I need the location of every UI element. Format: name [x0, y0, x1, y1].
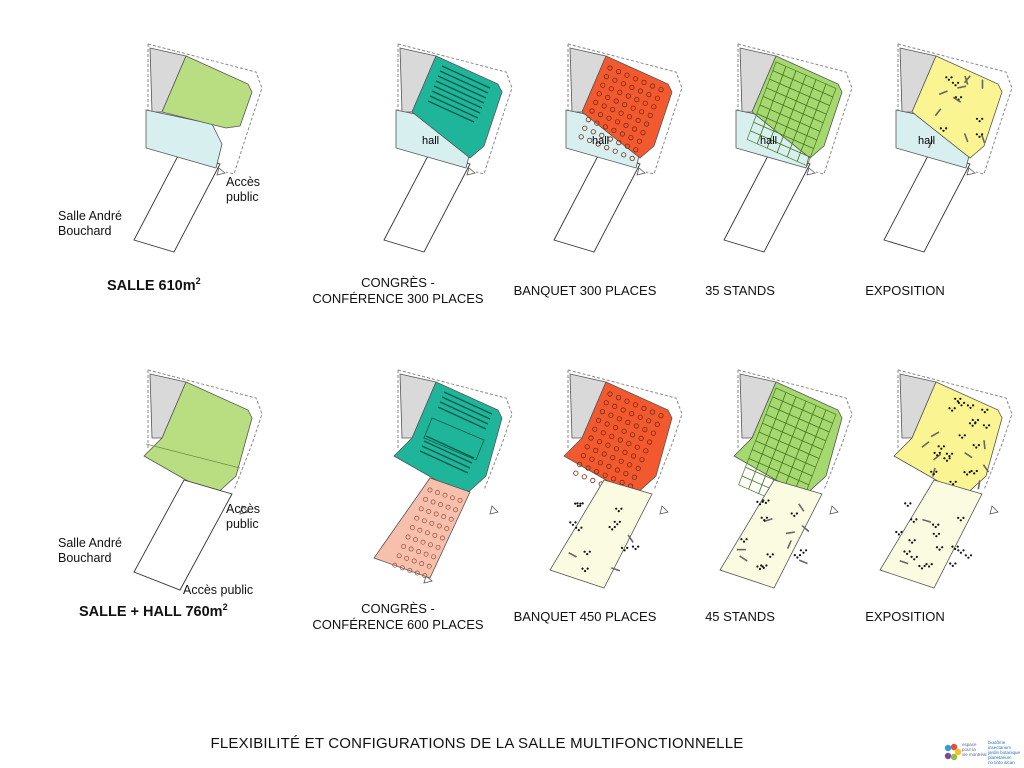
hall-label: hall	[422, 135, 440, 147]
exhibit-dot	[972, 425, 974, 427]
exhibit-dot	[948, 455, 950, 457]
plan-exposition-1	[884, 44, 1012, 252]
exhibit-dot	[908, 539, 910, 541]
exhibit-dot	[618, 510, 620, 512]
exhibit-dot	[942, 130, 944, 132]
exhibit-dot	[918, 565, 920, 567]
exhibit-dot	[957, 549, 959, 551]
exhibit-dot	[955, 481, 957, 483]
exhibit-dot	[936, 546, 938, 548]
exhibit-dot	[985, 427, 987, 429]
exhibit-dot	[913, 521, 915, 523]
table-mark	[591, 478, 595, 482]
exhibit-dot	[579, 503, 581, 505]
stand-cell	[749, 480, 762, 493]
exhibit-dot	[589, 551, 591, 553]
exhibit-dot	[940, 448, 942, 450]
exhibit-dot	[898, 533, 900, 535]
exhibit-dot	[579, 505, 581, 507]
exhibit-dot	[794, 554, 796, 556]
exhibit-dot	[895, 531, 897, 533]
exhibit-dot	[909, 550, 911, 552]
exhibit-dot	[979, 120, 981, 122]
exhibit-dot	[981, 133, 983, 135]
salle-hall-760-title: SALLE + HALL $760m^2$	[79, 602, 228, 620]
exhibit-dot	[759, 503, 761, 505]
exhibit-dot	[967, 404, 969, 406]
caption-stands-35: 35 STANDS	[705, 283, 775, 298]
exhibit-dot	[951, 453, 953, 455]
exhibit-dot	[921, 567, 923, 569]
exhibit-dot	[746, 538, 748, 540]
exhibit-dot	[574, 521, 576, 523]
exhibit-dot	[578, 529, 580, 531]
exhibit-dot	[978, 136, 980, 138]
exhibit-dot	[572, 524, 574, 526]
exhibit-dot	[981, 118, 983, 120]
exhibit-dot	[805, 549, 807, 551]
exhibit-dot	[977, 419, 979, 421]
exhibit-dot	[981, 409, 983, 411]
table-mark	[582, 475, 586, 479]
exhibit-dot	[766, 517, 768, 519]
exhibit-dot	[969, 422, 971, 424]
exhibit-dot	[978, 444, 980, 446]
exhibit-dot	[963, 402, 965, 404]
exhibit-dot	[931, 563, 933, 565]
exhibit-dot	[915, 518, 917, 520]
page-title: FLEXIBILITÉ ET CONFIGURATIONS DE LA SALLE MULTIFONCTIONNELLE	[210, 735, 744, 752]
exhibit-dot	[796, 556, 798, 558]
caption-banquet-300: BANQUET 300 PLACES	[513, 283, 657, 298]
exhibit-dot	[903, 550, 905, 552]
exhibit-dot	[632, 546, 634, 548]
exhibit-dot	[954, 398, 956, 400]
exhibit-dot	[910, 518, 912, 520]
exhibit-dot	[765, 564, 767, 566]
exhibit-dot	[772, 553, 774, 555]
exhibit-dot	[934, 452, 936, 454]
exhibit-dot	[949, 562, 951, 564]
exhibit-dot	[959, 434, 961, 436]
salle-andre-bouchard-label: Salle André Bouchard	[58, 209, 122, 238]
plan-congres-300	[384, 44, 512, 252]
exhibit-dot	[614, 526, 616, 528]
salle-610-title: SALLE $610m^2$	[107, 276, 201, 294]
stand-cell	[752, 472, 765, 485]
exhibit-dot	[949, 457, 951, 459]
exhibit-dot	[900, 531, 902, 533]
exhibit-dot	[580, 527, 582, 529]
exhibit-dot	[954, 407, 956, 409]
exhibit-dot	[976, 133, 978, 135]
exhibit-dot	[945, 127, 947, 129]
exhibit-dot	[952, 82, 954, 84]
plan-stands-45	[720, 370, 852, 588]
exhibit-dot	[584, 570, 586, 572]
exhibit-dot	[935, 535, 937, 537]
exhibit-dot	[938, 445, 940, 447]
exhibit-dot	[948, 79, 950, 81]
exhibit-dot	[954, 84, 956, 86]
exhibit-dot	[948, 407, 950, 409]
caption-congres-600: CONGRÈS - CONFÉRENCE 600 PLACES	[312, 601, 484, 632]
exhibit-dot	[960, 552, 962, 554]
exhibit-dot	[965, 554, 967, 556]
exhibit-dot	[914, 539, 916, 541]
exhibit-dot	[952, 565, 954, 567]
exhibit-dot	[946, 460, 948, 462]
exhibit-dot	[972, 404, 974, 406]
exhibit-dot	[974, 422, 976, 424]
exhibit-dot	[986, 409, 988, 411]
exhibit-dot	[961, 437, 963, 439]
exhibit-dot	[932, 524, 934, 526]
exhibit-dot	[935, 526, 937, 528]
exhibit-dot	[911, 542, 913, 544]
exhibit-dot	[916, 556, 918, 558]
exhibit-dot	[928, 565, 930, 567]
exhibit-dot	[933, 533, 935, 535]
exhibit-dot	[983, 424, 985, 426]
exhibit-dot	[584, 551, 586, 553]
plan-banquet-300	[554, 44, 682, 252]
exhibit-dot	[907, 505, 909, 507]
logo-text-right: biodôme insectarium jardin botanique planétarium rio tinto alcan	[988, 740, 1021, 765]
exhibit-dot	[960, 404, 962, 406]
exhibit-dot	[616, 523, 618, 525]
exhibit-dot	[945, 76, 947, 78]
exhibit-dot	[943, 457, 945, 459]
exhibit-dot	[756, 501, 758, 503]
exhibit-dot	[957, 400, 959, 402]
exhibit-dot	[963, 471, 965, 473]
exhibit-dot	[791, 512, 793, 514]
exhibit-dot	[624, 549, 626, 551]
exhibit-dot	[957, 82, 959, 84]
exhibit-dot	[957, 517, 959, 519]
exhibit-dot	[960, 519, 962, 521]
exhibit-dot	[973, 472, 975, 474]
exhibit-dot	[988, 424, 990, 426]
exhibit-dot	[609, 526, 611, 528]
exhibit-dot	[586, 553, 588, 555]
caption-expo-2: EXPOSITION	[865, 609, 945, 624]
acces-public-label: Accès public	[183, 583, 254, 597]
exhibit-dot	[943, 445, 945, 447]
exhibit-dot	[973, 444, 975, 446]
exhibit-dot	[962, 517, 964, 519]
exhibit-panel	[799, 560, 807, 563]
exhibit-dot	[635, 548, 637, 550]
exhibit-dot	[913, 558, 915, 560]
exhibit-dot	[957, 546, 959, 548]
exhibit-dot	[799, 554, 801, 556]
exhibit-dot	[959, 398, 961, 400]
exhibit-dot	[964, 434, 966, 436]
exhibit-dot	[935, 471, 937, 473]
exhibit-dot	[954, 548, 956, 550]
exhibit-dot	[582, 502, 584, 504]
exhibit-dot	[924, 565, 926, 567]
exhibit-dot	[793, 515, 795, 517]
exhibit-dot	[906, 553, 908, 555]
exhibit-dot	[743, 541, 745, 543]
exhibit-dot	[937, 524, 939, 526]
exhibit-dot	[940, 127, 942, 129]
exhibit-dot	[621, 547, 623, 549]
exhibit-dot	[574, 503, 576, 505]
exhibit-dot	[587, 568, 589, 570]
plan-salle-610	[134, 44, 262, 252]
exhibit-dot	[577, 505, 579, 507]
plan-banquet-450	[550, 370, 682, 588]
stand-cell	[742, 467, 755, 480]
exhibit-dot	[761, 517, 763, 519]
exhibit-dot	[951, 410, 953, 412]
exhibit-dot	[756, 565, 758, 567]
exhibit-dot	[969, 471, 971, 473]
exhibit-dot	[760, 564, 762, 566]
exhibit-dot	[611, 528, 613, 530]
exhibit-panel	[984, 440, 985, 449]
exhibit-dot	[759, 568, 761, 570]
exhibit-dot	[984, 411, 986, 413]
exhibit-dot	[970, 554, 972, 556]
exhibit-dot	[800, 549, 802, 551]
exhibit-dot	[615, 508, 617, 510]
exhibit-dot	[911, 556, 913, 558]
acces-label: Accès public	[226, 502, 261, 531]
exhibit-dot	[767, 499, 769, 501]
exhibit-dot	[740, 538, 742, 540]
exhibit-dot	[904, 502, 906, 504]
exhibit-dot	[939, 452, 941, 454]
exhibit-dot	[576, 502, 578, 504]
exhibit-dot	[763, 519, 765, 521]
hall-label: hall	[918, 135, 936, 147]
exhibit-dot	[765, 502, 767, 504]
exhibit-dot	[950, 76, 952, 78]
exhibit-dot	[581, 568, 583, 570]
exhibit-dot	[969, 407, 971, 409]
exhibit-dot	[976, 118, 978, 120]
exhibit-dot	[762, 499, 764, 501]
exhibit-dot	[941, 546, 943, 548]
exhibit-dot	[966, 473, 968, 475]
exhibit-dot	[769, 556, 771, 558]
exhibit-dot	[967, 557, 969, 559]
exhibit-dot	[976, 470, 978, 472]
exhibit-dot	[909, 502, 911, 504]
exhibit-dot	[925, 563, 927, 565]
exhibit-dot	[569, 521, 571, 523]
exhibit-dot	[626, 547, 628, 549]
stand-cell	[739, 476, 752, 489]
exhibit-dot	[614, 521, 616, 523]
caption-stands-45: 45 STANDS	[705, 609, 775, 624]
exhibit-dot	[620, 508, 622, 510]
exhibit-dot	[637, 546, 639, 548]
exhibit-dot	[933, 473, 935, 475]
exhibit-dot	[960, 96, 962, 98]
exhibit-dot	[575, 527, 577, 529]
exhibit-dot	[939, 549, 941, 551]
caption-expo-1: EXPOSITION	[865, 283, 945, 298]
exhibit-dot	[767, 553, 769, 555]
exhibit-dot	[954, 562, 956, 564]
exhibit-dot	[802, 552, 804, 554]
salle-andre-bouchard-label: Salle André Bouchard	[58, 536, 122, 565]
exhibit-dot	[971, 470, 973, 472]
plan-salle-hall-760	[134, 370, 262, 590]
acces-label: Accès public	[226, 175, 261, 204]
exhibit-dot	[949, 481, 951, 483]
exhibit-dot	[975, 446, 977, 448]
exhibit-dot	[930, 471, 932, 473]
exhibit-dot	[619, 521, 621, 523]
plan-congres-600	[374, 370, 512, 583]
exhibit-dot	[936, 454, 938, 456]
exhibit-dot	[962, 549, 964, 551]
plan-exposition-2	[880, 370, 1012, 588]
hall-label: hall	[760, 135, 778, 147]
exhibit-dot	[938, 533, 940, 535]
exhibit-dot	[951, 546, 953, 548]
caption-congres-300: CONGRÈS - CONFÉRENCE 300 PLACES	[312, 275, 484, 306]
hall-label: hall	[592, 135, 610, 147]
exhibit-dot	[796, 512, 798, 514]
table-mark	[574, 471, 578, 475]
logo-text-left: espace pour la vie montréal	[962, 742, 987, 757]
exhibit-dot	[946, 453, 948, 455]
plan-stands-35	[724, 44, 852, 252]
exhibit-dot	[972, 419, 974, 421]
caption-banquet-450: BANQUET 450 PLACES	[513, 609, 657, 624]
exhibit-dot	[763, 567, 765, 569]
